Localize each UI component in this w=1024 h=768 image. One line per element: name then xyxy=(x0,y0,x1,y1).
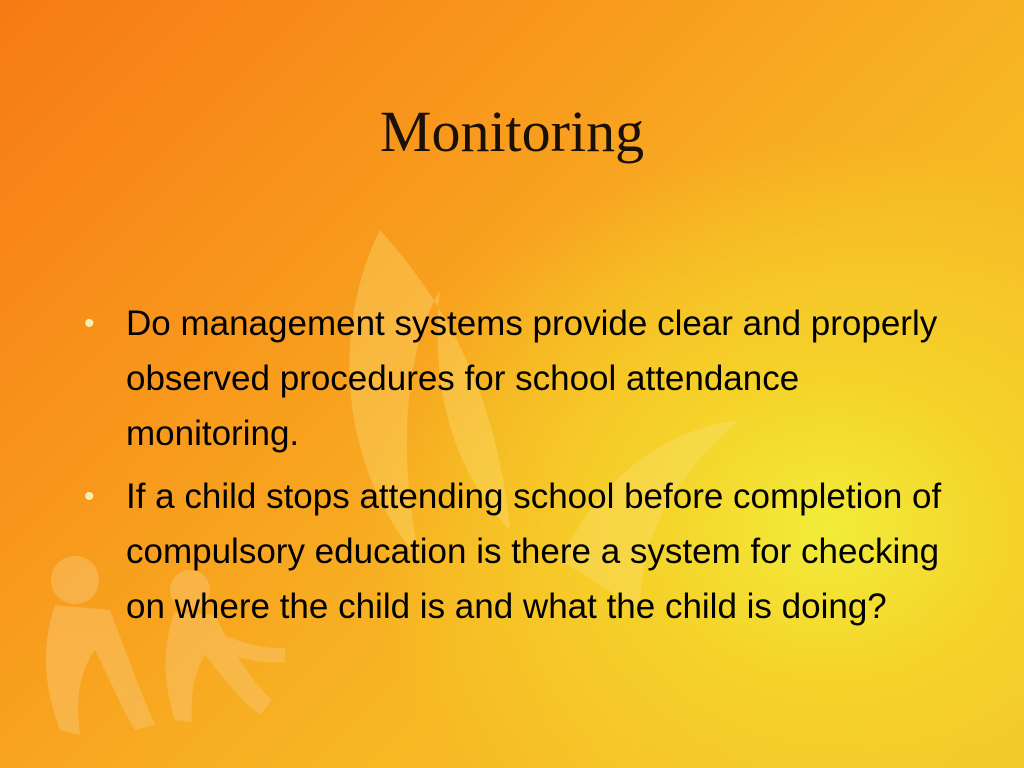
bullet-text: If a child stops attending school before completion of compulsory education is there a system for checking on where the child is and what the child is doing? xyxy=(126,477,942,626)
bullet-item xyxy=(84,296,954,461)
bullet-text: Do management systems provide clear and properly observed procedures for school attendance monitoring. xyxy=(126,304,938,453)
bullet-item xyxy=(84,469,954,634)
bullet-icon: • xyxy=(84,480,95,513)
bullet-list xyxy=(84,296,954,642)
slide-title: Monitoring xyxy=(379,99,645,164)
bullet-icon: • xyxy=(84,307,95,340)
